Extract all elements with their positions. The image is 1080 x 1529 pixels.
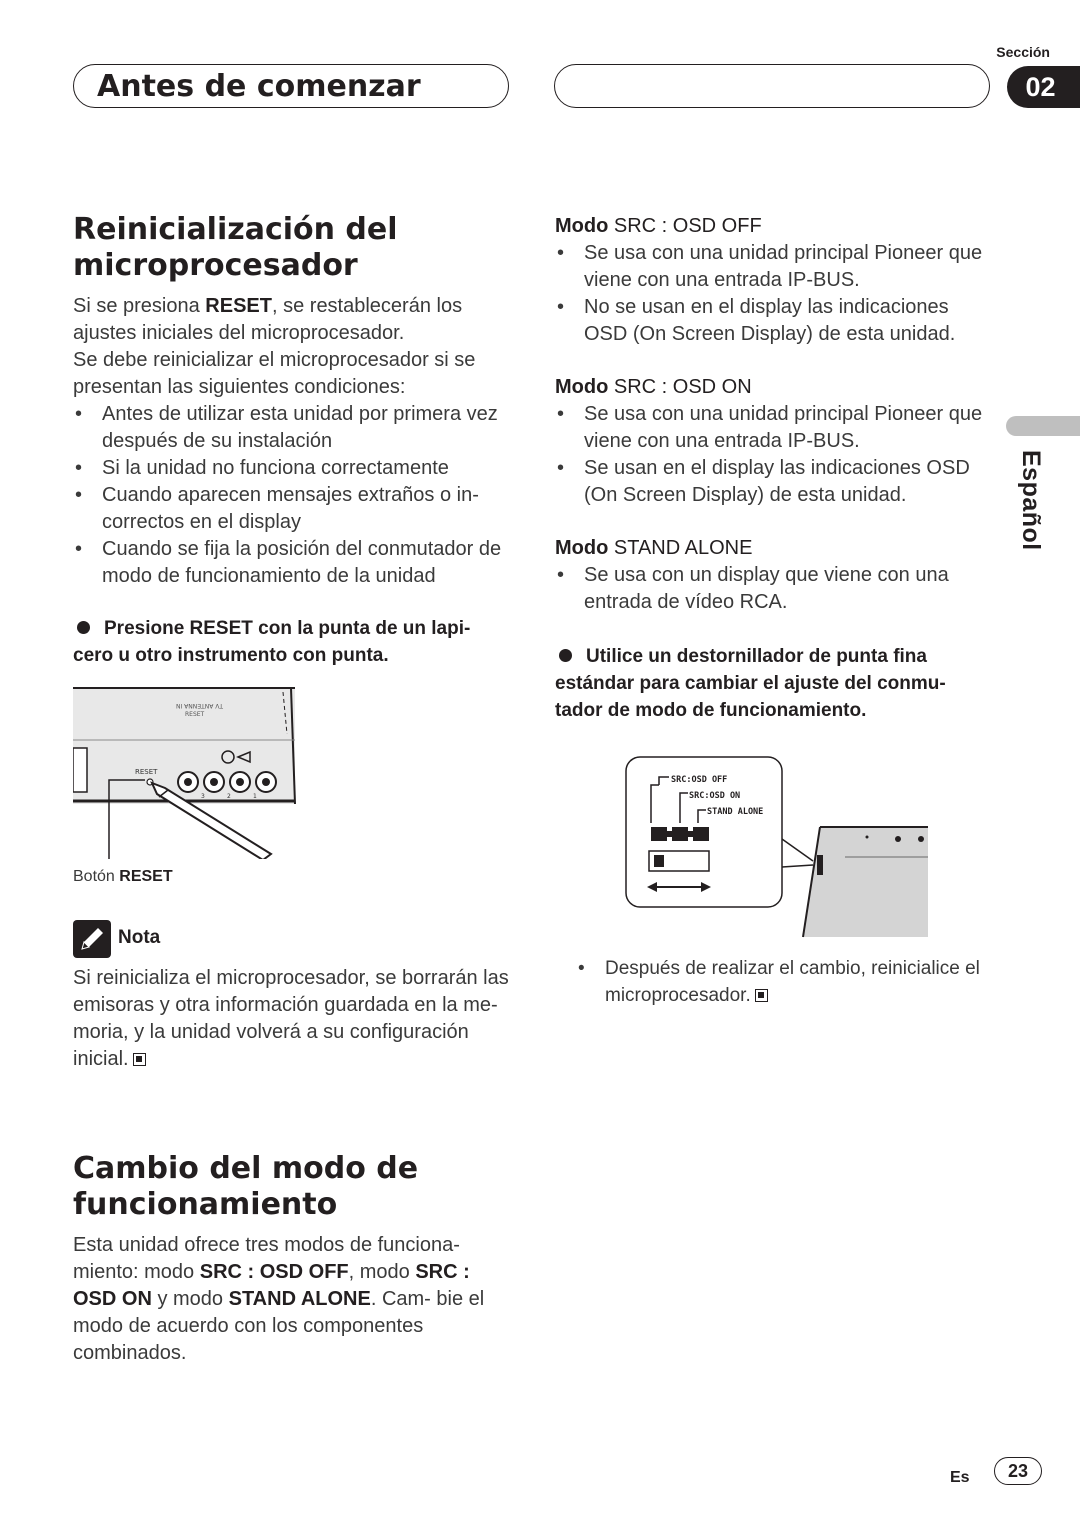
list-item: • Se usa con una unidad principal Pioneer que viene con una entrada IP-BUS. <box>555 401 990 455</box>
mode-intro <box>73 1232 508 1367</box>
note-body <box>73 965 513 1073</box>
reset-instruction <box>73 615 513 669</box>
mode-switch-figure <box>625 755 931 940</box>
mode-title <box>555 374 990 401</box>
conditions-intro: Se debe reinicializar el microprocesador si se presentan las siguientes condiciones: <box>73 349 476 398</box>
note-label: Nota <box>118 927 161 948</box>
mode-bullets <box>555 562 990 616</box>
reset-body <box>73 293 508 590</box>
list-item <box>576 955 996 1009</box>
after-change-list <box>576 955 996 1009</box>
port-number: 1 <box>253 793 257 800</box>
mode-name-stand-alone: STAND ALONE <box>228 1288 371 1310</box>
list-item: • Se usa con una unidad principal Pioneer que viene con una entrada IP-BUS. <box>555 240 990 294</box>
chapter-title: Antes de comenzar <box>97 69 421 104</box>
end-mark-icon <box>755 989 768 1002</box>
conditions-list <box>73 401 508 590</box>
rca-jack-core <box>236 778 244 786</box>
reset-heading-line2: microprocesador <box>73 248 358 283</box>
mode-intro-text: . Cam- bie el modo de acuerdo con los componentes combinados. <box>73 1288 485 1364</box>
mode-title-prefix: Modo <box>555 376 614 398</box>
mode-title-name: STAND ALONE <box>613 537 753 559</box>
callout-pointer-bottom <box>782 865 813 867</box>
switch-position <box>651 827 667 841</box>
switch-positions <box>651 827 709 841</box>
instruction-bullet-icon <box>77 621 90 634</box>
ports-label: RESET <box>185 711 205 718</box>
list-item: • Cuando se fija la posición del conmutador de modo de funcionamiento de la unidad <box>73 536 508 590</box>
section-number-tab: 02 <box>1007 66 1080 108</box>
mode-title <box>555 213 990 240</box>
reset-intro-keyword: RESET <box>205 295 272 317</box>
mode-intro-text: , modo <box>348 1261 416 1283</box>
port-number: 3 <box>201 793 205 800</box>
panel-switch <box>817 855 823 875</box>
unit-panel <box>803 827 928 937</box>
side-connector <box>73 748 87 792</box>
mode-title-prefix: Modo <box>555 537 614 559</box>
rca-jack-core <box>210 778 218 786</box>
switch-instruction <box>555 643 995 724</box>
mode-title-name: SRC : OSD OFF <box>613 215 762 237</box>
mode-intro-text: y modo <box>151 1288 229 1310</box>
rca-jack-core <box>184 778 192 786</box>
reset-figure-caption <box>73 868 173 886</box>
reset-intro-post: , se restablecerán los ajustes iniciales del microprocesador. <box>73 295 463 344</box>
panel-dot <box>866 836 869 839</box>
list-item: • Se usa con un display que viene con una entrada de vídeo RCA. <box>555 562 990 616</box>
switch-label-stand-alone: STAND ALONE <box>707 807 764 817</box>
note-text: Si reinicializa el microprocesador, se borrarán las emisoras y otra información guardada en la me- moria, y la unidad volverá a su configuración inicial. <box>73 967 509 1070</box>
mode-intro-text: Esta unidad ofrece tres modos de funciona- miento: modo <box>73 1234 460 1283</box>
list-item: • Se usan en el display las indicaciones OSD (On Screen Display) de esta unidad. <box>555 455 990 509</box>
list-item: • Si la unidad no funciona correctamente <box>73 455 508 482</box>
chapter-title-pill <box>73 64 509 108</box>
mode-title <box>555 535 990 562</box>
list-item: • Antes de utilizar esta unidad por primera vez después de su instalación <box>73 401 508 455</box>
page-number: 23 <box>994 1457 1042 1485</box>
mode-heading-line2: funcionamiento <box>73 1187 338 1222</box>
language-tab-marker <box>1006 416 1080 436</box>
mode-name-osd-on: SRC : OSD ON <box>73 1261 470 1310</box>
port-number: 2 <box>227 793 231 800</box>
mode-bullets <box>555 401 990 509</box>
after-change-text: Después de realizar el cambio, reinicialice el microprocesador. <box>605 958 980 1006</box>
after-change-note <box>576 955 996 1009</box>
reset-intro <box>73 293 508 347</box>
language-label: Español <box>1017 450 1045 551</box>
caption-prefix: Botón <box>73 868 120 885</box>
modes-list <box>555 213 990 616</box>
switch-position <box>672 827 688 841</box>
tuner-label: TV ANTENNA IN <box>176 702 223 709</box>
reset-button-figure <box>73 684 303 859</box>
instruction-bullet-icon <box>559 649 572 662</box>
end-mark-icon <box>133 1053 146 1066</box>
reset-heading <box>73 212 398 284</box>
reset-instruction-text: Presione RESET con la punta de un lapi- cero u otro instrumento con punta. <box>73 618 471 666</box>
mode-bullets <box>555 240 990 348</box>
mode-heading <box>73 1151 418 1223</box>
mode-title-name: SRC : OSD ON <box>613 376 752 398</box>
note-pencil-icon <box>73 920 111 958</box>
footer-language-code: Es <box>950 1469 970 1486</box>
panel-dot <box>895 836 901 842</box>
panel-dot <box>918 836 924 842</box>
switch-instruction-text: Utilice un destornillador de punta fina estándar para cambiar el ajuste del conmu- tador de modo de funcionamiento. <box>555 646 946 721</box>
reset-heading-line1: Reinicialización del <box>73 212 398 247</box>
list-item: • Cuando aparecen mensajes extraños o in- correctos en el display <box>73 482 508 536</box>
slide-switch-knob <box>654 855 664 867</box>
switch-position <box>693 827 709 841</box>
reset-intro-pre: Si se presiona <box>73 295 206 317</box>
caption-bold: RESET <box>119 868 173 885</box>
section-label: Sección <box>996 44 1050 60</box>
reset-panel-label: RESET <box>135 768 158 776</box>
switch-label-osd-off: SRC:OSD OFF <box>671 775 728 785</box>
mode-name-osd-off: SRC : OSD OFF <box>199 1261 349 1283</box>
callout-pointer-top <box>782 839 813 861</box>
rca-jack-core <box>262 778 270 786</box>
header-blank-pill <box>554 64 990 108</box>
switch-label-osd-on: SRC:OSD ON <box>689 791 741 801</box>
list-item: • No se usan en el display las indicaciones OSD (On Screen Display) de esta unidad. <box>555 294 990 348</box>
mode-title-prefix: Modo <box>555 215 614 237</box>
mode-heading-line1: Cambio del modo de <box>73 1151 419 1186</box>
